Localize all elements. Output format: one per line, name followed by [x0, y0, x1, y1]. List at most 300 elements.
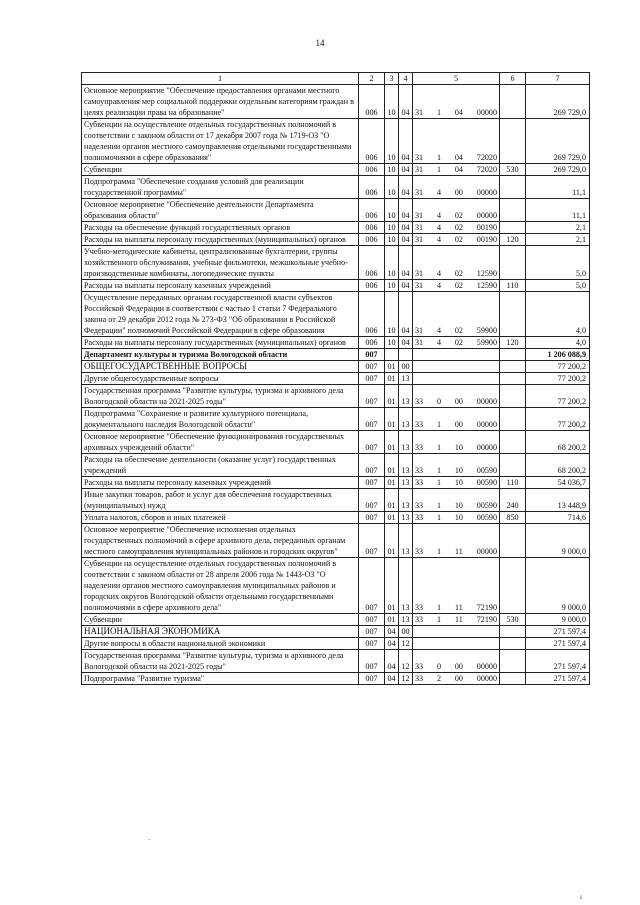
target-article-code — [413, 349, 500, 361]
target-article-part: 00000 — [476, 443, 497, 452]
table-row — [82, 477, 590, 489]
budget-table — [81, 72, 590, 685]
target-article-code — [413, 119, 500, 164]
section-code: 01 — [385, 373, 399, 385]
target-article-part: 33 — [415, 513, 424, 522]
subsection-code: 04 — [399, 85, 413, 119]
table-header-row — [82, 73, 590, 85]
section-code: 04 — [385, 626, 399, 638]
expense-type-code: 850 — [500, 512, 526, 524]
target-article-part: 72020 — [476, 165, 497, 174]
target-article-code — [413, 361, 500, 373]
table-row — [82, 373, 590, 385]
target-article-part: 10 — [454, 466, 463, 475]
row-description: Другие вопросы в области национальной экономики — [82, 638, 359, 650]
department-code: 007 — [359, 650, 385, 673]
row-description: Основное мероприятие "Обеспечение деятельности Департамента образования области" — [82, 199, 359, 222]
target-article-part: 10 — [454, 513, 463, 522]
table-row — [82, 85, 590, 119]
scan-mark: ı — [580, 893, 582, 901]
column-header: 5 — [413, 73, 500, 85]
department-code: 007 — [359, 512, 385, 524]
target-article-part: 00590 — [476, 478, 497, 487]
target-article-part: 12590 — [476, 269, 497, 278]
target-article-code — [413, 614, 500, 626]
subsection-code: 13 — [399, 489, 413, 512]
target-article-part: 00000 — [476, 188, 497, 197]
subsection-code: 12 — [399, 673, 413, 685]
target-article-code — [413, 558, 500, 614]
amount-value: 68 200,2 — [526, 431, 590, 454]
target-article-part: 10 — [454, 501, 463, 510]
amount-value: 77 200,2 — [526, 385, 590, 408]
target-article-part: 59900 — [476, 326, 497, 335]
amount-value: 13 448,9 — [526, 489, 590, 512]
target-article-code — [413, 199, 500, 222]
target-article-part: 31 — [415, 281, 424, 290]
table-row — [82, 176, 590, 199]
target-article-part: 31 — [415, 165, 424, 174]
expense-type-code — [500, 373, 526, 385]
target-article-part: 1 — [436, 153, 441, 162]
amount-value: 77 200,2 — [526, 408, 590, 431]
section-code: 10 — [385, 337, 399, 349]
subsection-code: 13 — [399, 408, 413, 431]
table-row — [82, 361, 590, 373]
target-article-part: 31 — [415, 235, 424, 244]
section-code: 01 — [385, 512, 399, 524]
row-description: Расходы на выплаты персоналу казенных учреждений — [82, 477, 359, 489]
column-header: 1 — [82, 73, 359, 85]
table-row — [82, 280, 590, 292]
department-code: 006 — [359, 234, 385, 246]
department-code: 006 — [359, 119, 385, 164]
target-article-part: 00190 — [476, 223, 497, 232]
target-article-part: 00 — [454, 674, 463, 683]
department-code: 007 — [359, 454, 385, 477]
table-row — [82, 673, 590, 685]
department-code: 007 — [359, 626, 385, 638]
page-number: 14 — [315, 38, 325, 48]
target-article-part: 4 — [436, 223, 441, 232]
amount-value: 5,0 — [526, 246, 590, 280]
target-article-part: 1 — [437, 615, 442, 624]
target-article-part: 4 — [436, 211, 441, 220]
amount-value: 269 729,0 — [526, 164, 590, 176]
target-article-parts — [415, 614, 497, 625]
target-article-parts — [415, 442, 497, 453]
section-code: 01 — [385, 361, 399, 373]
row-description: Учебно-методические кабинеты, централизованные бухгалтерии, группы хозяйственного обслуживания, учебные фильмотеки, межшкольные учебно-производственные комбинаты, логопедические пункты — [82, 246, 359, 280]
section-code: 10 — [385, 119, 399, 164]
target-article-part: 31 — [415, 269, 424, 278]
target-article-part: 04 — [454, 165, 463, 174]
target-article-part: 33 — [415, 674, 424, 683]
amount-value: 9 000,0 — [526, 524, 590, 558]
row-description: ОБЩЕГОСУДАРСТВЕННЫЕ ВОПРОСЫ — [82, 361, 359, 373]
target-article-part: 02 — [454, 235, 463, 244]
target-article-part: 00000 — [476, 420, 497, 429]
target-article-part: 02 — [454, 211, 463, 220]
department-code: 006 — [359, 176, 385, 199]
expense-type-code — [500, 85, 526, 119]
column-header: 4 — [399, 73, 413, 85]
expense-type-code — [500, 385, 526, 408]
target-article-part: 33 — [415, 547, 424, 556]
subsection-code: 04 — [399, 246, 413, 280]
target-article-part: 00000 — [476, 674, 497, 683]
target-article-parts — [415, 325, 497, 336]
row-description: Иные закупки товаров, работ и услуг для обеспечения государственных (муниципальных) нужд — [82, 489, 359, 512]
row-description: Осуществление переданных органам государственной власти субъектов Российской Федерации в соответствии с частью 1 статьи 7 Федерального закона от 29 декабря 2012 года № 273-ФЗ "Об образовании в Российской Федерации" полномочий Российской Федерации в сфере образования — [82, 292, 359, 337]
expense-type-code — [500, 626, 526, 638]
expense-type-code — [500, 454, 526, 477]
target-article-part: 4 — [436, 281, 441, 290]
target-article-code — [413, 222, 500, 234]
subsection-code: 04 — [399, 119, 413, 164]
department-code: 007 — [359, 558, 385, 614]
target-article-part: 04 — [454, 108, 463, 117]
amount-value: 9 000,0 — [526, 558, 590, 614]
subsection-code: 12 — [399, 638, 413, 650]
target-article-part: 12590 — [476, 281, 497, 290]
amount-value: 11,1 — [526, 199, 590, 222]
row-description: Подпрограмма "Развитие туризма" — [82, 673, 359, 685]
department-code: 007 — [359, 477, 385, 489]
table-row — [82, 431, 590, 454]
target-article-part: 72020 — [476, 153, 497, 162]
department-code: 007 — [359, 373, 385, 385]
table-row — [82, 349, 590, 361]
row-description: Основное мероприятие "Обеспечение исполнения отдельных государственных полномочий в сфере архивного дела, переданных органам местного самоуправления муниципальных районов и городских округов" — [82, 524, 359, 558]
section-code: 10 — [385, 85, 399, 119]
subsection-code: 13 — [399, 431, 413, 454]
row-description: Основное мероприятие "Обеспечение предоставления органами местного самоуправления мер социальной поддержки отдельным категориям граждан в целях реализации права на образование" — [82, 85, 359, 119]
department-code: 007 — [359, 524, 385, 558]
target-article-part: 04 — [454, 153, 463, 162]
target-article-parts — [415, 280, 497, 291]
target-article-part: 1 — [436, 165, 441, 174]
department-code: 006 — [359, 85, 385, 119]
expense-type-code: 120 — [500, 234, 526, 246]
target-article-code — [413, 512, 500, 524]
subsection-code: 12 — [399, 650, 413, 673]
target-article-code — [413, 246, 500, 280]
target-article-parts — [415, 477, 497, 488]
section-code: 10 — [385, 234, 399, 246]
row-description: Расходы на обеспечение функций государственных органов — [82, 222, 359, 234]
column-header: 3 — [385, 73, 399, 85]
target-article-part: 02 — [454, 338, 463, 347]
expense-type-code: 530 — [500, 614, 526, 626]
department-code: 007 — [359, 431, 385, 454]
expense-type-code: 110 — [500, 280, 526, 292]
section-code: 10 — [385, 199, 399, 222]
target-article-part: 4 — [436, 338, 441, 347]
target-article-parts — [415, 268, 497, 279]
row-description: Субвенции — [82, 164, 359, 176]
subsection-code: 13 — [399, 524, 413, 558]
target-article-part: 4 — [436, 326, 441, 335]
subsection-code: 04 — [399, 280, 413, 292]
target-article-part: 02 — [454, 223, 463, 232]
table-row — [82, 292, 590, 337]
target-article-parts — [415, 465, 497, 476]
target-article-code — [413, 489, 500, 512]
department-code: 006 — [359, 222, 385, 234]
target-article-parts — [415, 152, 497, 163]
target-article-code — [413, 337, 500, 349]
target-article-part: 31 — [415, 223, 424, 232]
amount-value: 77 200,2 — [526, 373, 590, 385]
target-article-part: 72190 — [476, 615, 497, 624]
target-article-parts — [415, 107, 497, 118]
target-article-part: 10 — [454, 443, 463, 452]
target-article-part: 02 — [454, 281, 463, 290]
column-header: 6 — [500, 73, 526, 85]
target-article-part: 33 — [415, 603, 424, 612]
subsection-code: 13 — [399, 477, 413, 489]
target-article-part: 1 — [436, 420, 441, 429]
row-description: НАЦИОНАЛЬНАЯ ЭКОНОМИКА — [82, 626, 359, 638]
section-code: 01 — [385, 558, 399, 614]
table-row — [82, 164, 590, 176]
target-article-part: 02 — [454, 269, 463, 278]
scan-mark: · — [148, 836, 151, 844]
section-code: 01 — [385, 489, 399, 512]
section-code — [385, 349, 399, 361]
amount-value: 5,0 — [526, 280, 590, 292]
amount-value: 77 200,2 — [526, 361, 590, 373]
target-article-part: 31 — [415, 338, 424, 347]
target-article-part: 10 — [454, 478, 463, 487]
department-code: 006 — [359, 292, 385, 337]
section-code: 10 — [385, 292, 399, 337]
target-article-part: 00000 — [476, 108, 497, 117]
table-row — [82, 337, 590, 349]
target-article-part: 00000 — [476, 211, 497, 220]
target-article-code — [413, 164, 500, 176]
table-row — [82, 626, 590, 638]
department-code: 007 — [359, 638, 385, 650]
target-article-part: 00000 — [476, 547, 497, 556]
target-article-code — [413, 650, 500, 673]
row-description: Субвенции на осуществление отдельных государственных полномочий в соответствии с законом области от 28 апреля 2006 года № 1443-ОЗ "О наделении органов местного самоуправления муниципальных районов и городских округов Вологодской области отдельными государственными полномочиями в сфере архивного дела" — [82, 558, 359, 614]
amount-value: 714,6 — [526, 512, 590, 524]
target-article-part: 1 — [436, 108, 441, 117]
section-code: 04 — [385, 638, 399, 650]
row-description: Другие общегосударственные вопросы — [82, 373, 359, 385]
target-article-parts — [415, 512, 497, 523]
target-article-part: 0 — [436, 397, 441, 406]
subsection-code: 04 — [399, 199, 413, 222]
target-article-parts — [415, 396, 497, 407]
subsection-code — [399, 349, 413, 361]
target-article-part: 00190 — [476, 235, 497, 244]
target-article-part: 1 — [436, 478, 441, 487]
target-article-code — [413, 673, 500, 685]
expense-type-code — [500, 408, 526, 431]
row-description: Расходы на выплаты персоналу государственных (муниципальных) органов — [82, 337, 359, 349]
section-code: 01 — [385, 524, 399, 558]
subsection-code: 13 — [399, 614, 413, 626]
section-code: 04 — [385, 673, 399, 685]
table-row — [82, 614, 590, 626]
table-row — [82, 454, 590, 477]
target-article-parts — [415, 210, 497, 221]
target-article-part: 33 — [415, 662, 424, 671]
target-article-part: 2 — [436, 674, 441, 683]
row-description: Расходы на выплаты персоналу казенных учреждений — [82, 280, 359, 292]
row-description: Департамент культуры и туризма Вологодской области — [82, 349, 359, 361]
target-article-part: 11 — [455, 547, 463, 556]
target-article-part: 33 — [415, 478, 424, 487]
expense-type-code — [500, 246, 526, 280]
target-article-part: 00590 — [476, 513, 497, 522]
target-article-code — [413, 85, 500, 119]
subsection-code: 00 — [399, 626, 413, 638]
department-code: 007 — [359, 361, 385, 373]
subsection-code: 04 — [399, 164, 413, 176]
target-article-part: 11 — [455, 615, 463, 624]
table-row — [82, 199, 590, 222]
target-article-part: 1 — [436, 501, 441, 510]
target-article-parts — [415, 673, 497, 684]
target-article-part: 31 — [415, 211, 424, 220]
section-code: 01 — [385, 408, 399, 431]
target-article-code — [413, 408, 500, 431]
department-code: 006 — [359, 337, 385, 349]
target-article-code — [413, 176, 500, 199]
target-article-parts — [415, 234, 497, 245]
amount-value: 1 206 088,9 — [526, 349, 590, 361]
row-description: Субвенции на осуществление отдельных государственных полномочий в соответствии с законом области от 17 декабря 2007 года № 1719-ОЗ "О наделении органов местного самоуправления отдельными государственными полномочиями в сфере образования" — [82, 119, 359, 164]
section-code: 01 — [385, 385, 399, 408]
target-article-part: 31 — [415, 326, 424, 335]
table-row — [82, 524, 590, 558]
target-article-part: 33 — [415, 420, 424, 429]
target-article-parts — [415, 546, 497, 557]
target-article-part: 1 — [437, 603, 442, 612]
section-code: 10 — [385, 280, 399, 292]
section-code: 01 — [385, 454, 399, 477]
target-article-part: 72190 — [476, 603, 497, 612]
target-article-part: 00590 — [476, 466, 497, 475]
subsection-code: 13 — [399, 385, 413, 408]
table-row — [82, 638, 590, 650]
amount-value: 271 597,4 — [526, 638, 590, 650]
row-description: Подпрограмма "Обеспечение создания условий для реализации государственной программы" — [82, 176, 359, 199]
target-article-part: 02 — [454, 326, 463, 335]
amount-value: 4,0 — [526, 337, 590, 349]
expense-type-code — [500, 176, 526, 199]
target-article-code — [413, 431, 500, 454]
expense-type-code — [500, 650, 526, 673]
expense-type-code — [500, 673, 526, 685]
subsection-code: 04 — [399, 292, 413, 337]
subsection-code: 04 — [399, 176, 413, 199]
table-row — [82, 234, 590, 246]
target-article-part: 00000 — [476, 397, 497, 406]
amount-value: 271 597,4 — [526, 626, 590, 638]
amount-value: 269 729,0 — [526, 119, 590, 164]
target-article-code — [413, 385, 500, 408]
table-row — [82, 489, 590, 512]
expense-type-code: 110 — [500, 477, 526, 489]
section-code: 10 — [385, 176, 399, 199]
row-description: Основное мероприятие "Обеспечение функционирования государственных архивных учреждений области" — [82, 431, 359, 454]
target-article-code — [413, 454, 500, 477]
department-code: 007 — [359, 614, 385, 626]
column-header: 2 — [359, 73, 385, 85]
section-code: 10 — [385, 164, 399, 176]
department-code: 006 — [359, 280, 385, 292]
target-article-part: 33 — [415, 397, 424, 406]
amount-value: 2,1 — [526, 234, 590, 246]
subsection-code: 04 — [399, 234, 413, 246]
expense-type-code — [500, 361, 526, 373]
amount-value: 2,1 — [526, 222, 590, 234]
section-code: 01 — [385, 477, 399, 489]
target-article-part: 00 — [454, 662, 463, 671]
amount-value: 11,1 — [526, 176, 590, 199]
section-code: 10 — [385, 246, 399, 280]
department-code: 006 — [359, 199, 385, 222]
table-row — [82, 558, 590, 614]
section-code: 04 — [385, 650, 399, 673]
department-code: 007 — [359, 673, 385, 685]
target-article-parts — [415, 500, 497, 511]
section-code: 01 — [385, 614, 399, 626]
subsection-code: 00 — [399, 361, 413, 373]
row-description: Государственная программа "Развитие культуры, туризма и архивного дела Вологодской области на 2021-2025 годы" — [82, 650, 359, 673]
column-header: 7 — [526, 73, 590, 85]
target-article-part: 33 — [415, 466, 424, 475]
table-row — [82, 246, 590, 280]
department-code: 007 — [359, 349, 385, 361]
target-article-part: 4 — [436, 269, 441, 278]
target-article-part: 11 — [455, 603, 463, 612]
target-article-part: 00 — [454, 420, 463, 429]
department-code: 007 — [359, 408, 385, 431]
target-article-parts — [415, 661, 497, 672]
target-article-code — [413, 280, 500, 292]
subsection-code: 13 — [399, 454, 413, 477]
target-article-part: 4 — [436, 235, 441, 244]
target-article-parts — [415, 602, 497, 613]
target-article-code — [413, 373, 500, 385]
subsection-code: 13 — [399, 373, 413, 385]
row-description: Субвенции — [82, 614, 359, 626]
expense-type-code — [500, 524, 526, 558]
target-article-code — [413, 234, 500, 246]
amount-value: 4,0 — [526, 292, 590, 337]
table-row — [82, 222, 590, 234]
table-row — [82, 408, 590, 431]
table-row — [82, 119, 590, 164]
target-article-code — [413, 292, 500, 337]
row-description: Уплата налогов, сборов и иных платежей — [82, 512, 359, 524]
amount-value: 9 000,0 — [526, 614, 590, 626]
target-article-part: 1 — [436, 443, 441, 452]
row-description: Подпрограмма "Сохранение и развитие культурного потенциала, документального наследия Вологодской области" — [82, 408, 359, 431]
target-article-part: 1 — [436, 513, 441, 522]
subsection-code: 04 — [399, 222, 413, 234]
department-code: 006 — [359, 164, 385, 176]
target-article-part: 33 — [415, 443, 424, 452]
expense-type-code — [500, 431, 526, 454]
section-code: 01 — [385, 431, 399, 454]
